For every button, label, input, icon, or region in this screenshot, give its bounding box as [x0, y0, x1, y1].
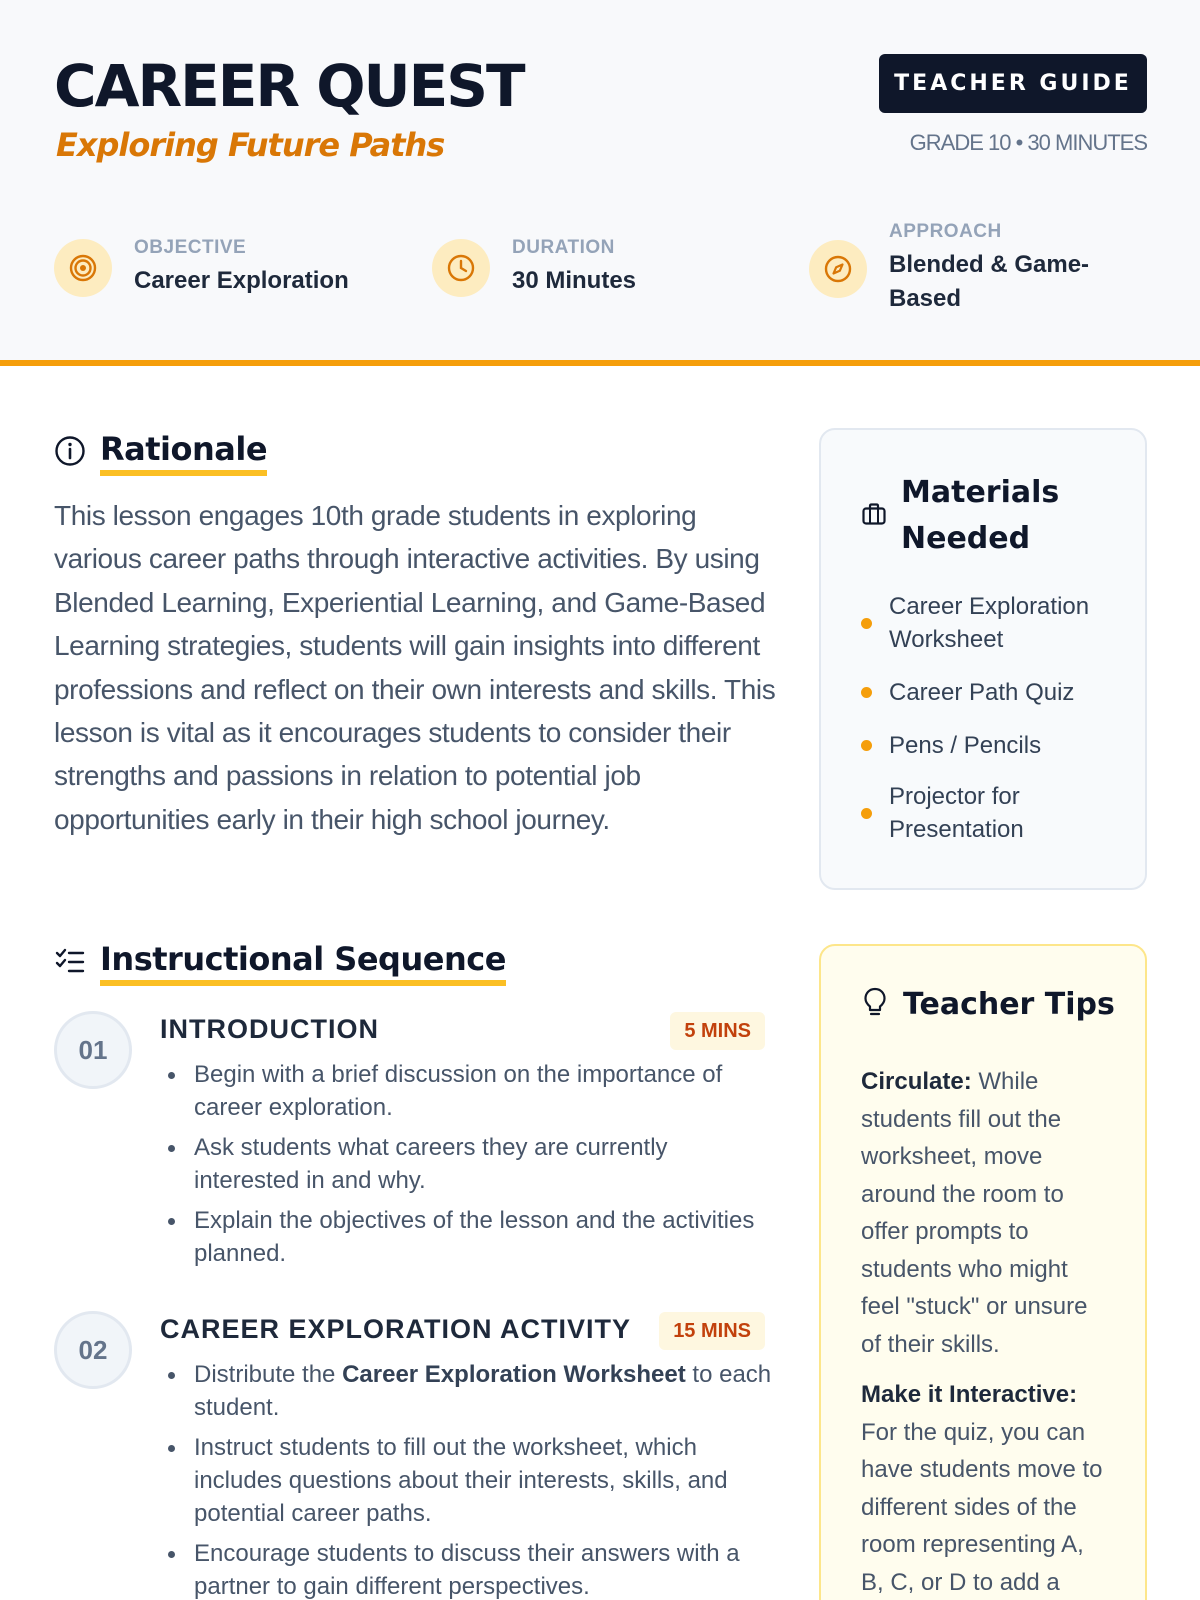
meta-label: DURATION	[512, 237, 615, 258]
bullet-dot	[861, 808, 872, 819]
grade-duration-info: GRADE 10 • 30 MINUTES	[909, 130, 1147, 155]
meta-label: APPROACH	[889, 221, 1002, 242]
meta-value: 30 Minutes	[512, 267, 637, 294]
rationale-text: This lesson engages 10th grade students in exploring various career paths through interactive activities. By using Blended Learning, Experiential Learning, and Game-Based Learning strategies, students will gain insights into different professions and reflect on their own interests and skills. This lesson is vital as it encourages students to consider their strengths and passions in relation to potential job opportunities early in their high school journey.	[54, 500, 776, 835]
step-title: CAREER EXPLORATION ACTIVITY	[160, 1314, 632, 1344]
bullet-dot	[861, 618, 872, 629]
material-label: Career Path Quiz	[889, 679, 1075, 706]
step-number: 01	[54, 1011, 132, 1089]
material-label: Career Exploration Worksheet	[889, 593, 1090, 653]
list-item: Distribute the Career Exploration Worksheet to each student.	[164, 1358, 776, 1424]
teacher-guide-button[interactable]: TEACHER GUIDE	[879, 54, 1147, 113]
tip-item: Circulate: While students fill out the worksheet, move around the room to offer prompts to students who might feel "stuck" or unsure of their skills.	[861, 1068, 1088, 1358]
material-label: Pens / Pencils	[889, 732, 1042, 759]
tip-item: Make it Interactive: For the quiz, you can have students move to different sides of the room representing A, B, C, or D to add a	[861, 1381, 1103, 1596]
section-title: Instructional Sequence	[100, 940, 506, 986]
list-item: Explain the objectives of the lesson and the activities planned.	[164, 1204, 776, 1270]
step-number: 02	[54, 1311, 132, 1389]
list-item	[861, 590, 1119, 656]
step-duration-badge: 5 MINS	[670, 1012, 765, 1050]
list-item: Encourage students to discuss their answers with a partner to gain different perspectives.	[164, 1537, 776, 1600]
material-label: Projector for Presentation	[889, 783, 1024, 843]
list-item: Ask students what careers they are currently interested in and why.	[164, 1131, 776, 1197]
info-icon	[54, 435, 86, 472]
bullet-dot	[861, 740, 872, 751]
list-item	[861, 780, 1089, 846]
step-bullet-list	[164, 1058, 776, 1277]
list-item	[861, 729, 1041, 762]
page-title: CAREER QUEST	[54, 52, 524, 120]
lightbulb-icon	[861, 986, 889, 1023]
tips-title: Teacher Tips	[903, 987, 1115, 1022]
list-check-icon	[54, 945, 86, 982]
compass-icon	[809, 240, 867, 298]
clock-icon	[432, 239, 490, 297]
meta-duration	[432, 237, 636, 298]
page-subtitle: Exploring Future Paths	[56, 126, 445, 164]
sequence-heading	[54, 940, 506, 986]
materials-card	[819, 428, 1147, 890]
meta-value: Career Exploration	[134, 267, 349, 294]
target-icon	[54, 239, 112, 297]
list-item: Instruct students to fill out the worksheet, which includes questions about their interests, skills, and potential career paths.	[164, 1431, 776, 1530]
list-item	[861, 676, 1074, 709]
materials-heading	[861, 470, 1061, 562]
page-header	[0, 0, 1200, 366]
list-item: Begin with a brief discussion on the importance of career exploration.	[164, 1058, 776, 1124]
briefcase-icon	[861, 501, 887, 532]
meta-approach	[809, 221, 1119, 316]
rationale-heading	[54, 430, 267, 476]
meta-label: OBJECTIVE	[134, 237, 247, 258]
teacher-tips-card	[819, 944, 1147, 1600]
section-title: Rationale	[100, 430, 267, 476]
step-duration-badge: 15 MINS	[659, 1312, 765, 1350]
tips-heading	[861, 986, 1115, 1023]
meta-objective	[54, 237, 349, 298]
bullet-dot	[861, 687, 872, 698]
materials-title: Materials Needed	[901, 475, 1060, 556]
step-bullet-list	[164, 1358, 776, 1600]
step-title: INTRODUCTION	[160, 1014, 379, 1044]
meta-value: Blended & Game-Based	[889, 251, 1090, 312]
